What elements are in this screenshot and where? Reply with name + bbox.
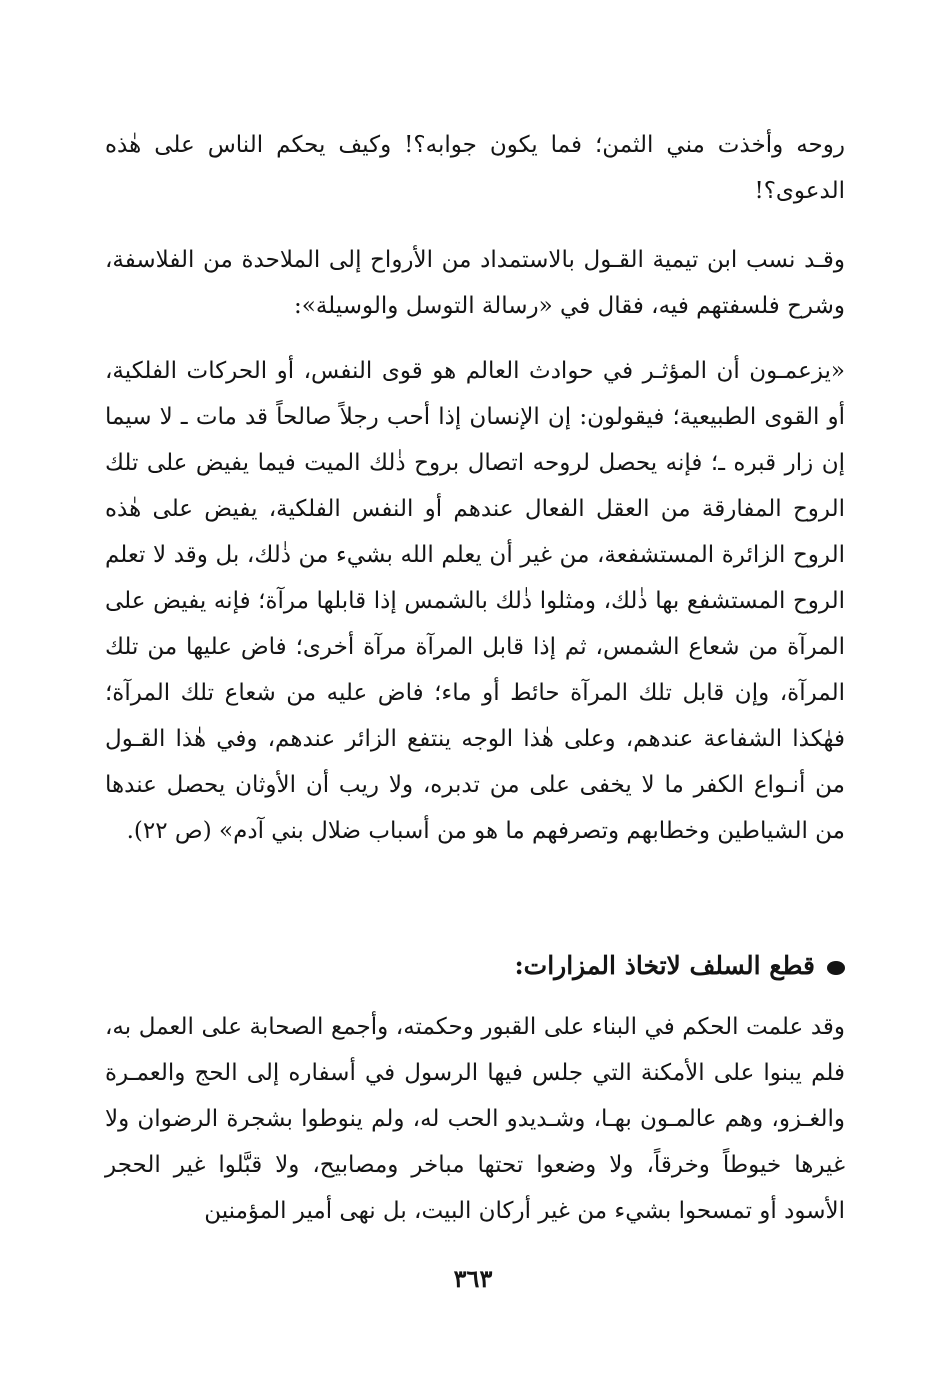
bullet-icon [827,961,845,975]
paragraph-2: وقـد نسب ابن تيمية القـول بالاستمداد من الأرواح إلى الملاحدة من الفلاسفة، وشرح فلسفتهم فيه، فقال في «رسالة التوسل والوسيلة»: [105,247,845,319]
page-number: ٣٦٣ [453,1264,493,1293]
quoted-paragraph: «يزعمـون أن المؤثـر في حوادث العالم هو قوى النفس، أو الحركات الفلكية، أو القوى الطبيعية؛ فيقولون: إن الإنسان إذا أحب رجلاً صالحاً قد مات ـ لا سيما إن زار قبره ـ؛ فإنه يحصل لروحه اتصال بروح ذٰلك الميت فيما يفيض على تلك الروح المفارقة من العقل الفعال عندهم أو النفس الفلكية، يفيض على هٰذه الروح الزائرة المستشفعة، من غير أن يعلم الله بشيء من ذٰلك، بل وقد لا تعلم الروح المستشفع بها ذٰلك، ومثلوا ذٰلك بالشمس إذا قابلها مرآة؛ فإنه يفيض على المرآة من شعاع الشمس، ثم إذا قابل المرآة مرآة أخرى؛ فاض عليها من تلك المرآة، وإن قابل تلك المرآة حائط أو ماء؛ فاض عليه من شعاع تلك المرآة؛ فهٰكذا الشفاعة عندهم، وعلى هٰذا الوجه ينتفع الزائر عندهم، وفي هٰذا القـول من أنـواع الكفر ما لا يخفى على من تدبره، ولا ريب أن الأوثان يحصل عندها من الشياطين وخطابهم وتصرفهم ما هو من أسباب ضلال بني آدم» (ص ٢٢). [105,358,845,844]
paragraph-4: وقد علمت الحكم في البناء على القبور وحكمته، وأجمع الصحابة على العمل به، فلم يبنوا على الأمكنة التي جلس فيها الرسول في أسفاره إلى الحج والعمـرة والغـزو، وهم عالمـون بهـا، وشـديدو الحب له، ولم ينوطوا بشجرة الرضوان ولا غيرها خيوطاً وخرقاً، ولا وضعوا تحتها مباخر ومصابيح، ولا قبَّلوا غير الحجر الأسود أو تمسحوا بشيء من غير أركان البيت، بل نهى أمير المؤمنين [105,1014,845,1224]
section-heading [105,943,845,989]
paragraph-1: روحه وأخذت مني الثمن؛ فما يكون جوابه؟! وكيف يحكم الناس على هٰذه الدعوى؟! [105,132,845,204]
section-heading-text: قطع السلف لاتخاذ المزارات: [514,951,815,980]
